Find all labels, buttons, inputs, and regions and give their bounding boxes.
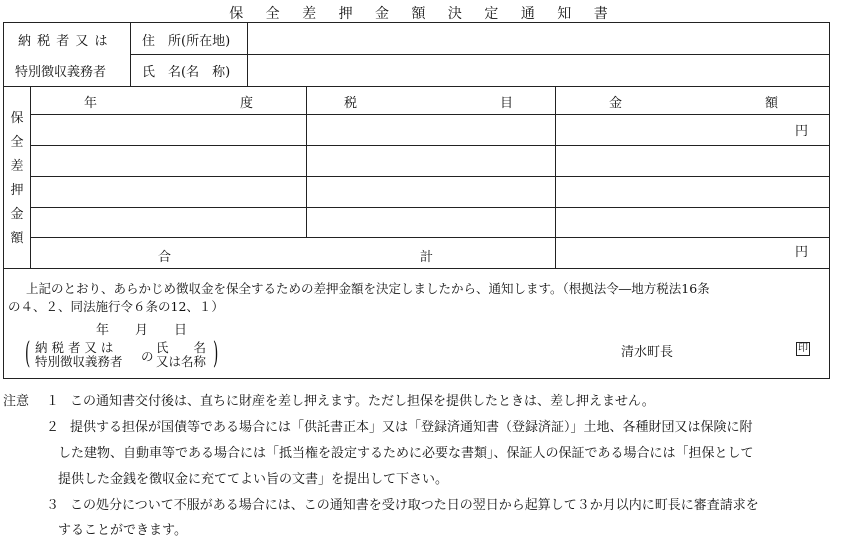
total-yen-unit: 円	[795, 245, 809, 260]
note-3-line2: することができます。	[58, 523, 187, 538]
notice-text-line1: 上記のとおり、あらかじめ徴収金を保全するための差押金額を決定しましたから、通知します。（根拠法令―地方税法16条	[26, 281, 710, 296]
total-label-1: 合	[158, 250, 172, 265]
column-header-amount: 金 額	[609, 96, 779, 111]
date-line: 年 月 日	[96, 323, 188, 338]
document-title: 保 全 差 押 金 額 決 定 通 知 書	[229, 6, 617, 22]
side-char: 押	[10, 183, 24, 198]
note-3-line1: この処分について不服がある場合には、この通知書を受け取つた日の翌日から起算して３か月以内に町長に審査請求を	[70, 498, 759, 513]
note-2-line3: 提供した金銭を徴収金に充ててよい旨の文書」を提出して下さい。	[58, 472, 449, 487]
side-char: 差	[10, 159, 24, 174]
addressee-name2: 又は名称	[156, 354, 207, 369]
addressee-line1: 納 税 者 又 は	[35, 340, 114, 355]
taxpayer-label-line1: 納 税 者 又 は	[18, 34, 109, 49]
right-bracket: )	[213, 336, 219, 371]
yen-unit: 円	[795, 124, 809, 139]
notice-form-table	[3, 22, 830, 379]
addressee-name1: 氏 名	[156, 340, 207, 355]
note-1-number: １	[46, 394, 60, 409]
side-char: 全	[10, 135, 24, 150]
total-label-2: 計	[420, 250, 434, 265]
seal-mark: 印	[798, 343, 808, 354]
addressee-line2: 特別徴収義務者	[35, 354, 123, 369]
side-char: 保	[10, 111, 24, 126]
side-label-column	[9, 107, 25, 251]
side-char: 金	[10, 207, 24, 222]
addressee-name-label	[156, 341, 206, 369]
note-2-number: ２	[46, 420, 60, 435]
taxpayer-label-line2: 特別徴収義務者	[15, 65, 107, 80]
left-bracket: (	[25, 336, 31, 371]
name-label: 氏 名(名 称)	[142, 65, 231, 80]
note-1-text: この通知書交付後は、直ちに財産を差し押えます。ただし担保を提供したときは、差し押えません。	[70, 394, 655, 409]
notice-text-line2: の４、２、同法施行令６条の12、１）	[8, 299, 224, 314]
addressee-label	[35, 341, 123, 369]
notes-label: 注意	[3, 394, 30, 409]
note-2-line1: 提供する担保が国債等である場合には「供託書正本」又は「登録済通知書（登録済証）」土地、各種財団又は保険に附	[70, 420, 753, 435]
column-header-year: 年 度	[84, 96, 254, 111]
addressee-no: の	[141, 349, 154, 364]
side-char: 額	[10, 231, 24, 246]
note-2-line2: した建物、自動車等である場合には「抵当権を設定するために必要な書類」、保証人の保証である場合には「担保として	[58, 446, 754, 461]
issuer-name: 清水町長	[621, 345, 674, 360]
column-header-item: 税 目	[344, 96, 514, 111]
note-3-number: ３	[46, 498, 60, 513]
address-label: 住 所(所在地)	[142, 34, 231, 49]
